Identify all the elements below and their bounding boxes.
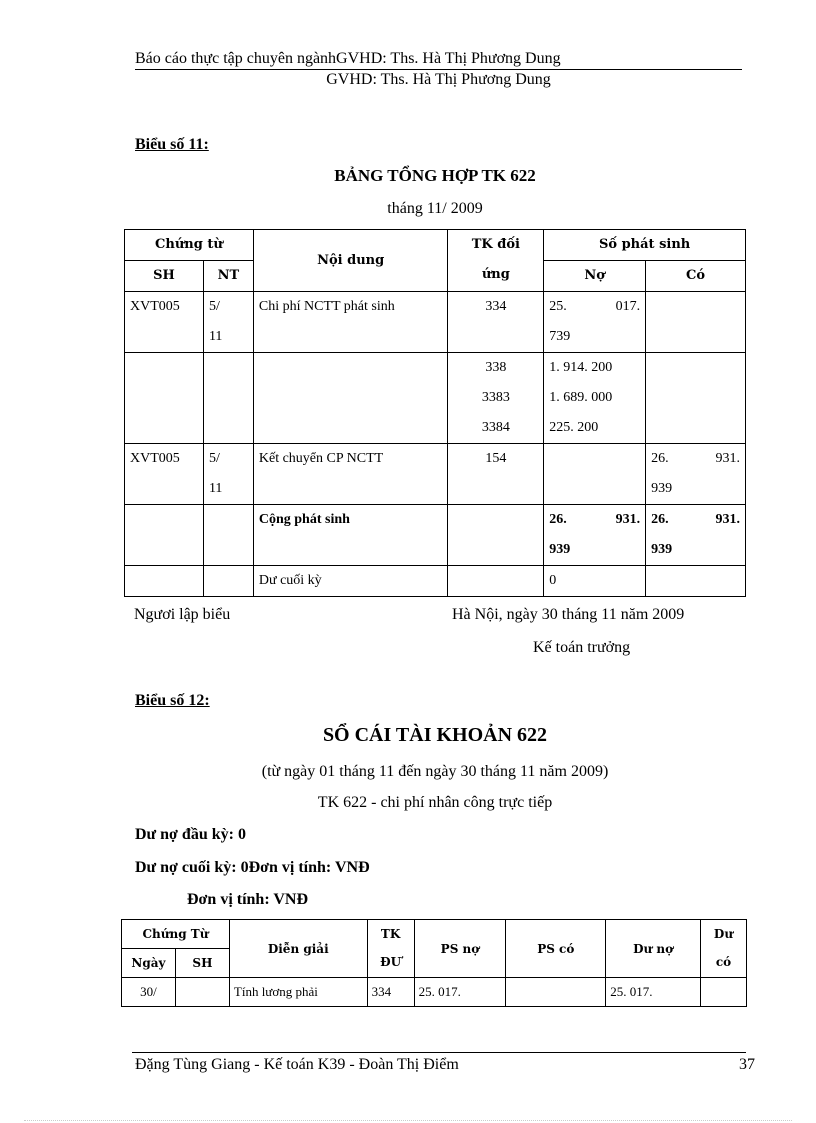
form-12-account: TK 622 - chi phí nhân công trực tiếp	[317, 794, 553, 811]
header-chung-tu: Chứng Từ	[122, 920, 230, 949]
table-row	[122, 978, 747, 1007]
header-tk-line2: ĐƯ	[380, 955, 402, 969]
header-du-no: Dư nợ	[606, 920, 701, 978]
cell-du-no: 25. 017.	[606, 978, 701, 1007]
header-tk-doi-ung	[448, 230, 544, 292]
header-sh: SH	[175, 949, 229, 978]
table-row	[125, 353, 746, 444]
closing-balance: Dư nợ cuối kỳ: 0Đơn vị tính: VNĐ	[135, 859, 370, 876]
cell-nt-line1: 5/	[208, 299, 220, 314]
cell-sh	[125, 353, 204, 444]
cell-no-line2: 739	[549, 329, 571, 344]
header-tk-doi-ung-line1: TK đối	[471, 237, 520, 252]
cell-no	[544, 353, 646, 444]
cell-sh	[125, 566, 204, 597]
amount-part: 931.	[615, 512, 641, 527]
amount-part: 931.	[715, 451, 740, 466]
signer-left: Ngươi lập biểu	[134, 606, 231, 623]
cell-tk: 334	[367, 978, 414, 1007]
header-tk-line1: TK	[380, 927, 401, 941]
cell-du-co	[701, 978, 747, 1007]
cell-nt-line2: 11	[208, 329, 223, 344]
cell-ps-co	[506, 978, 606, 1007]
cell-tk: 154	[448, 444, 544, 505]
header-noi-dung: Nội dung	[253, 230, 448, 292]
cell-nt	[203, 444, 253, 505]
cell-no	[544, 444, 646, 505]
form-11-label: Biểu số 11:	[135, 136, 209, 153]
header-dien-giai: Diễn giải	[229, 920, 367, 978]
ledger-622-table	[121, 919, 747, 1007]
no-line: 1. 689. 000	[549, 390, 613, 405]
running-header: Báo cáo thực tập chuyên ngànhGVHD: Ths. Hà Thị Phương Dung	[135, 49, 742, 70]
tk622-summary-table	[124, 229, 746, 597]
tk-line: 338	[485, 360, 507, 375]
amount-part: 931.	[715, 512, 740, 527]
cell-content: Dư cuối kỳ	[253, 566, 448, 597]
table-row	[125, 444, 746, 505]
cell-no-line2: 939	[549, 542, 571, 557]
cell-nt	[203, 505, 253, 566]
amount-part: 017.	[615, 299, 641, 314]
cell-nt	[203, 353, 253, 444]
header-co: Có	[646, 261, 746, 292]
amount-part: 26.	[651, 512, 669, 527]
page-number: 37	[739, 1056, 755, 1073]
table-row-total	[125, 505, 746, 566]
cell-sh	[175, 978, 229, 1007]
cell-co	[646, 566, 746, 597]
footer-author: Đặng Tùng Giang - Kế toán K39 - Đoàn Thị Điểm	[135, 1056, 459, 1073]
header-nt: NT	[203, 261, 253, 292]
cell-ngay: 30/	[122, 978, 176, 1007]
form-11-title: BẢNG TỔNG HỢP TK 622	[334, 166, 536, 185]
unit-label: Đơn vị tính: VNĐ	[187, 891, 309, 908]
cell-co	[646, 444, 746, 505]
header-ngay: Ngày	[122, 949, 176, 978]
header-tk-du	[367, 920, 414, 978]
form-11-subtitle: tháng 11/ 2009	[387, 200, 483, 217]
running-header-subline: GVHD: Ths. Hà Thị Phương Dung	[326, 71, 551, 88]
cell-content: Chi phí NCTT phát sinh	[253, 292, 448, 353]
amount-part: 25.	[549, 299, 567, 314]
tk-line: 3384	[481, 420, 510, 435]
cell-tk: 334	[448, 292, 544, 353]
header-du-co-line1: Dư	[713, 927, 734, 941]
signer-right: Kế toán trưởng	[533, 639, 631, 656]
header-du-co-line2: có	[715, 955, 732, 969]
cell-co	[646, 505, 746, 566]
cell-co-line1	[651, 505, 740, 535]
cell-ps-no: 25. 017.	[414, 978, 506, 1007]
opening-balance: Dư nợ đầu kỳ: 0	[135, 826, 246, 843]
page-edge-divider	[24, 1120, 792, 1121]
tk-line: 3383	[481, 390, 510, 405]
cell-content: Kết chuyển CP NCTT	[253, 444, 448, 505]
cell-co	[646, 292, 746, 353]
date-place: Hà Nội, ngày 30 tháng 11 năm 2009	[452, 606, 685, 623]
cell-sh	[125, 505, 204, 566]
header-ps-co: PS có	[506, 920, 606, 978]
header-tk-doi-ung-line2: ứng	[481, 267, 510, 282]
header-no: Nợ	[544, 261, 646, 292]
cell-co	[646, 353, 746, 444]
cell-nt-line2: 11	[208, 481, 223, 496]
amount-part: 26.	[549, 512, 567, 527]
form-12-period: (từ ngày 01 tháng 11 đến ngày 30 tháng 11 năm 2009)	[261, 763, 609, 780]
cell-nt-line1: 5/	[208, 451, 220, 466]
cell-tk	[448, 566, 544, 597]
cell-no	[544, 505, 646, 566]
cell-co-line2: 939	[651, 542, 673, 557]
cell-co-line2: 939	[651, 481, 673, 496]
cell-nt	[203, 292, 253, 353]
header-so-phat-sinh: Số phát sinh	[544, 230, 746, 261]
page-footer	[135, 1056, 755, 1074]
cell-sh: XVT005	[125, 292, 204, 353]
cell-no-line1	[549, 292, 640, 322]
form-12-title: SỔ CÁI TÀI KHOẢN 622	[322, 724, 548, 746]
cell-dien-giai: Tính lương phải	[229, 978, 367, 1007]
table-row	[125, 566, 746, 597]
cell-nt	[203, 566, 253, 597]
no-line: 1. 914. 200	[549, 360, 613, 375]
cell-co-line1	[651, 444, 740, 474]
header-du-co	[701, 920, 747, 978]
cell-tk	[448, 353, 544, 444]
footer-divider	[132, 1052, 746, 1053]
cell-tk	[448, 505, 544, 566]
header-chung-tu: Chứng từ	[125, 230, 254, 261]
cell-content	[253, 353, 448, 444]
cell-no-line1	[549, 505, 640, 535]
cell-no	[544, 292, 646, 353]
amount-part: 26.	[651, 451, 669, 466]
form-12-label: Biểu số 12:	[135, 692, 210, 709]
cell-content: Cộng phát sinh	[253, 505, 448, 566]
no-line: 225. 200	[549, 420, 599, 435]
header-sh: SH	[125, 261, 204, 292]
cell-sh: XVT005	[125, 444, 204, 505]
cell-no: 0	[544, 566, 646, 597]
header-ps-no: PS nợ	[414, 920, 506, 978]
table-row	[125, 292, 746, 353]
